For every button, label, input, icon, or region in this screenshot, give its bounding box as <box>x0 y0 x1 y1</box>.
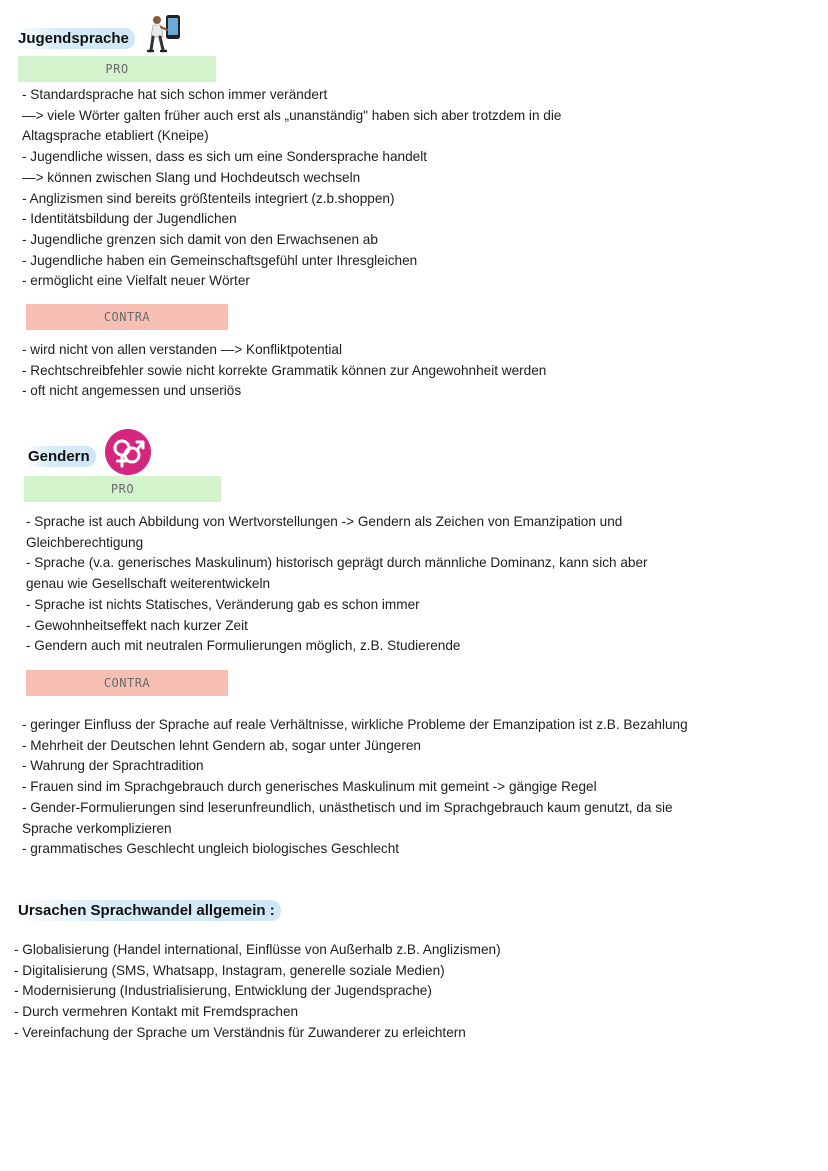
list-item: - Modernisierung (Industrialisierung, Entwicklung der Jugendsprache) <box>14 983 432 999</box>
list-item: - Durch vermehren Kontakt mit Fremdsprachen <box>14 1004 299 1020</box>
list-item: - Mehrheit der Deutschen lehnt Gendern ab, sogar unter Jüngeren <box>22 737 421 753</box>
list-item: —> viele Wörter galten früher auch erst als „unanständig" haben sich aber trotzdem in die <box>22 107 562 123</box>
list-item: - oft nicht angemessen und unseriös <box>22 383 242 399</box>
list-item: genau wie Gesellschaft weiterentwickeln <box>26 576 271 592</box>
list-item: - Standardsprache hat sich schon immer verändert <box>22 87 328 102</box>
pro-tag-jugendsprache: PRO <box>18 56 216 82</box>
list-item: - Digitalisierung (SMS, Whatsapp, Instagram, generelle soziale Medien) <box>14 962 445 978</box>
list-item: - Frauen sind im Sprachgebrauch durch generisches Maskulinum mit gemeint -> gängige Regel <box>22 779 597 795</box>
list-item: - Gewohnheitseffekt nach kurzer Zeit <box>26 617 248 633</box>
list-item: - Jugendliche grenzen sich damit von den Erwachsenen ab <box>22 231 378 247</box>
list-item: - Jugendliche haben ein Gemeinschaftsgefühl unter Ihresgleichen <box>22 252 418 268</box>
list-item: - Gendern auch mit neutralen Formulierungen möglich, z.B. Studierende <box>26 638 461 654</box>
person-with-phone-icon <box>146 12 184 54</box>
list-item: - Anglizismen sind bereits größtenteils integriert (z.b.shoppen) <box>22 190 395 206</box>
list-item: —> können zwischen Slang und Hochdeutsch wechseln <box>22 169 361 185</box>
list-item: Sprache verkomplizieren <box>22 820 172 836</box>
gendern-contra-list <box>22 715 688 860</box>
pro-tag-gendern: PRO <box>24 476 221 502</box>
ursachen-list <box>14 940 501 1044</box>
contra-tag-gendern: CONTRA <box>26 670 228 696</box>
list-item: Altagsprache etabliert (Kneipe) <box>22 128 209 144</box>
list-item: - Jugendliche wissen, dass es sich um eine Sondersprache handelt <box>22 149 428 165</box>
list-item: - geringer Einfluss der Sprache auf reale Verhältnisse, wirkliche Probleme der Emanzipation ist z.B. Bezahlung <box>22 717 688 732</box>
contra-tag-jugendsprache: CONTRA <box>26 304 228 330</box>
list-item: - wird nicht von allen verstanden —> Konfliktpotential <box>22 342 343 357</box>
list-item: - Gender-Formulierungen sind leserunfreundlich, unästhetisch und im Sprachgebrauch kaum genutzt, da sie <box>22 799 673 815</box>
jugend-contra-list <box>22 340 546 402</box>
heading-ursachen: Ursachen Sprachwandel allgemein : <box>14 900 281 921</box>
list-item: Gleichberechtigung <box>26 534 144 550</box>
list-item: - Sprache ist nichts Statisches, Veränderung gab es schon immer <box>26 596 420 612</box>
gendern-pro-list <box>26 512 648 657</box>
list-item: - grammatisches Geschlecht ungleich biologisches Geschlecht <box>22 841 400 857</box>
list-item: - Sprache ist auch Abbildung von Wertvorstellungen -> Gendern als Zeichen von Emanzipation und <box>26 514 623 529</box>
list-item: - Globalisierung (Handel international, Einflüsse von Außerhalb z.B. Anglizismen) <box>14 942 501 957</box>
gender-symbols-icon <box>104 428 152 476</box>
list-item: - ermöglicht eine Vielfalt neuer Wörter <box>22 273 250 289</box>
list-item: - Identitätsbildung der Jugendlichen <box>22 211 237 227</box>
list-item: - Sprache (v.a. generisches Maskulinum) historisch geprägt durch männliche Dominanz, kann sich aber <box>26 555 648 571</box>
jugend-pro-list <box>22 85 561 292</box>
list-item: - Vereinfachung der Sprache um Verständnis für Zuwanderer zu erleichtern <box>14 1024 466 1040</box>
heading-gendern: Gendern <box>24 446 96 467</box>
heading-jugendsprache: Jugendsprache <box>14 28 135 49</box>
list-item: - Wahrung der Sprachtradition <box>22 758 204 774</box>
list-item: - Rechtschreibfehler sowie nicht korrekte Grammatik können zur Angewohnheit werden <box>22 362 547 378</box>
